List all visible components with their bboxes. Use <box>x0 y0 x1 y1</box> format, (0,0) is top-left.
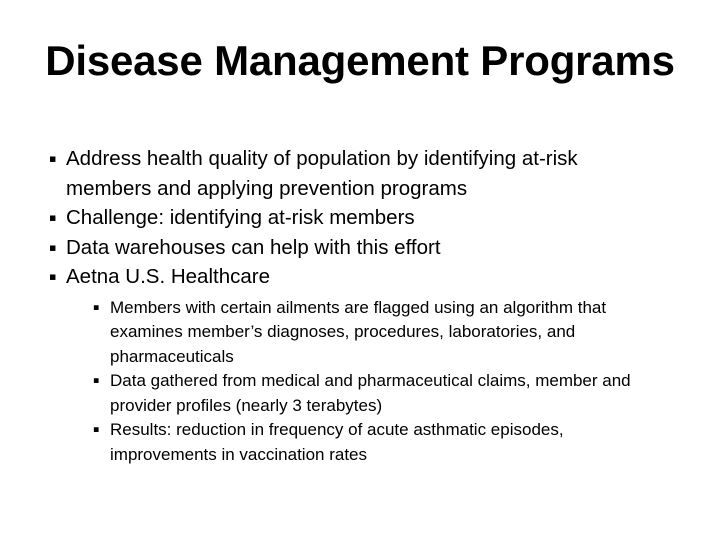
square-bullet-icon: ▪ <box>49 240 57 254</box>
sub-bullet-item <box>90 418 676 467</box>
square-bullet-icon: ▪ <box>93 301 100 313</box>
bullet-text: Challenge: identifying at-risk members <box>66 206 415 229</box>
square-bullet-icon: ▪ <box>49 152 57 165</box>
bullet-item <box>44 262 676 292</box>
bullet-text: Aetna U.S. Healthcare <box>66 265 270 288</box>
sub-bullet-text: Results: reduction in frequency of acute asthmatic episodes, improvements in vaccination rates <box>110 420 564 464</box>
bullet-item <box>44 233 676 263</box>
slide-body <box>44 144 676 467</box>
square-bullet-icon: ▪ <box>93 375 100 386</box>
sub-bullet-item <box>90 296 676 370</box>
bullet-item <box>44 203 676 233</box>
sub-bullet-text: Data gathered from medical and pharmaceutical claims, member and provider profiles (nearly 3 terabytes) <box>110 371 631 415</box>
sub-bullet-item <box>90 369 676 418</box>
sub-bullet-text: Members with certain ailments are flagged using an algorithm that examines member’s diagnoses, procedures, laboratories, and pharmaceuticals <box>110 297 607 366</box>
square-bullet-icon: ▪ <box>49 270 57 283</box>
square-bullet-icon: ▪ <box>93 424 100 435</box>
slide-title: Disease Management Programs <box>45 37 675 84</box>
bullet-text: Data warehouses can help with this effort <box>66 235 441 259</box>
bullet-text: Address health quality of population by identifying at-risk members and applying prevention programs <box>66 147 578 200</box>
square-bullet-icon: ▪ <box>49 211 57 224</box>
bullet-item <box>44 144 676 203</box>
sub-bullet-list <box>90 296 676 468</box>
